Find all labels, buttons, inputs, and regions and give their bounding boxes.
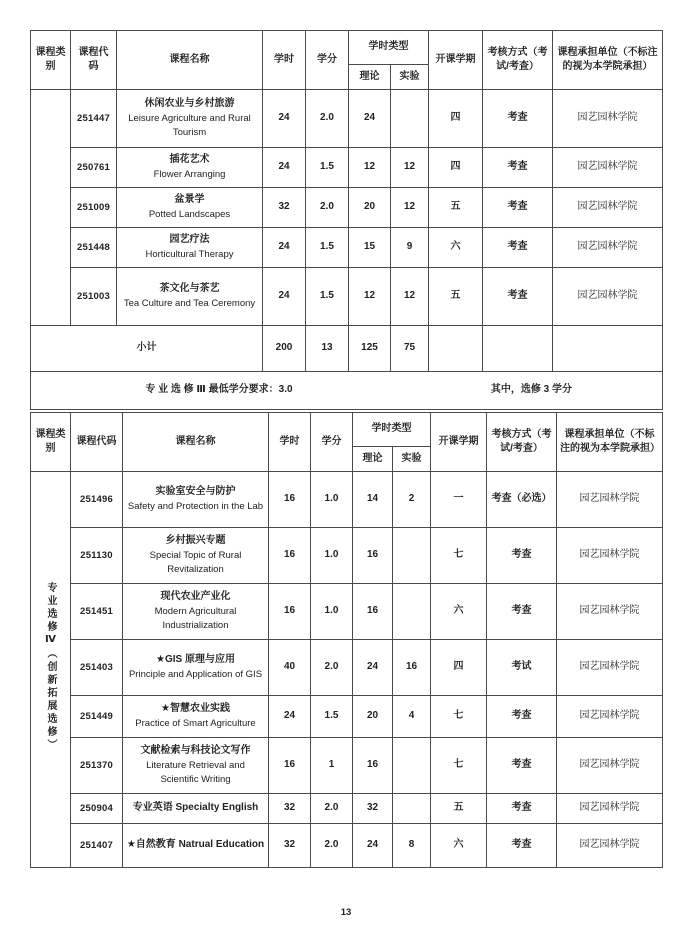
cell-experiment-hours [393,794,431,824]
cell-subtotal-label: 小计 [31,326,263,372]
cell-code: 251448 [71,228,117,268]
cell-semester: 六 [431,584,487,640]
cell-experiment-hours [393,584,431,640]
cell-experiment-hours [391,90,429,148]
cell-credits: 2.0 [311,824,353,868]
course-name-zh: 乡村振兴专题 [165,535,226,547]
cell-course-name [123,794,269,824]
course-name-zh: ★GIS 原理与应用 [156,654,235,666]
course-name-en: Leisure Agriculture and Rural Tourism [128,112,251,138]
cell-unit: 园艺园林学院 [557,794,663,824]
page-number: 13 [340,907,352,918]
course-name-zh: 文献检索与科技论文写作 [140,745,251,757]
curriculum-document [30,30,662,868]
course-name-en: Potted Landscapes [148,208,231,220]
cell-assessment: 考查 [487,794,557,824]
cell-code: 251009 [71,188,117,228]
cell-theory-hours: 24 [349,90,391,148]
table-header-row [31,31,663,65]
cell-hours: 24 [263,90,306,148]
cell-credit-requirement [31,372,663,410]
cell-course-name [123,696,269,738]
cell-code: 250904 [71,794,123,824]
course-name-zh: 现代农业产业化 [160,591,231,603]
cell-credits: 2.0 [311,640,353,696]
course-name-en: Flower Arranging [153,168,226,180]
cell-credits: 2.0 [306,90,349,148]
cell-course-name [117,90,263,148]
cell-course-name [123,584,269,640]
cell-course-name [123,824,269,868]
cell-theory-hours: 24 [353,640,393,696]
cell-theory-hours: 24 [353,824,393,868]
cell-course-name [123,738,269,794]
cell-credits: 1.0 [311,472,353,528]
cell-code: 251447 [71,90,117,148]
cell-theory-hours: 15 [349,228,391,268]
cell-theory-hours: 16 [353,584,393,640]
cell-experiment-hours: 12 [391,148,429,188]
cell-unit: 园艺园林学院 [553,228,663,268]
table-row [31,738,663,794]
table-row [31,584,663,640]
elective-credit-note-text: 其中，选修 3 学分 [490,384,572,396]
header-credits: 学分 [306,31,349,90]
header-semester: 开课学期 [431,413,487,472]
cell-experiment-hours: 4 [393,696,431,738]
cell-code: 251449 [71,696,123,738]
cell-subtotal-hours: 200 [263,326,306,372]
course-name-zh: 盆景学 [174,194,205,206]
cell-hours: 16 [269,528,311,584]
cell-unit: 园艺园林学院 [557,584,663,640]
cell-unit: 园艺园林学院 [553,268,663,326]
cell-hours: 16 [269,472,311,528]
min-credit-requirement-text: 专 业 选 修 Ⅲ 最低学分要求：3.0 [145,384,293,396]
cell-subtotal-assessment-empty [483,326,553,372]
header-course-name: 课程名称 [117,31,263,90]
cell-credits: 1.0 [311,584,353,640]
cell-credits: 1.5 [306,148,349,188]
cell-assessment: 考查 [483,268,553,326]
course-name-zh: 实验室安全与防护 [155,486,236,498]
cell-course-name [123,640,269,696]
header-hours: 学时 [263,31,306,90]
header-unit: 课程承担单位（不标注的视为本学院承担） [553,31,663,90]
cell-subtotal-experiment: 75 [391,326,429,372]
cell-semester: 七 [431,528,487,584]
cell-semester: 七 [431,738,487,794]
header-theory: 理论 [353,447,393,472]
cell-hours: 24 [263,268,306,326]
cell-semester: 五 [431,794,487,824]
cell-assessment: 考查 [487,738,557,794]
header-hours: 学时 [269,413,311,472]
cell-assessment: 考查 [487,824,557,868]
cell-code: 251451 [71,584,123,640]
cell-course-name [117,148,263,188]
course-name-en: Practice of Smart Agriculture [135,717,256,729]
cell-theory-hours: 12 [349,148,391,188]
subtotal-row [31,326,663,372]
cell-unit: 园艺园林学院 [557,738,663,794]
table-row [31,90,663,148]
category-vertical-label: 专业选修Ⅳ（创新拓展选修） [45,581,56,752]
cell-unit: 园艺园林学院 [553,188,663,228]
table-row [31,640,663,696]
cell-course-name [117,188,263,228]
cell-semester: 六 [431,824,487,868]
table-row [31,528,663,584]
cell-assessment: 考查 [483,90,553,148]
table-row [31,794,663,824]
cell-code: 251130 [71,528,123,584]
header-assessment: 考核方式（考试/考查） [483,31,553,90]
cell-credits: 2.0 [306,188,349,228]
cell-course-name [117,268,263,326]
course-name-en: Safety and Protection in the Lab [127,500,264,512]
header-category: 课程类别 [31,413,71,472]
course-name-en: Special Topic of Rural Revitalization [149,549,242,575]
header-theory: 理论 [349,65,391,90]
credit-requirement-band [34,383,659,398]
course-table-elective-3 [30,30,663,410]
cell-assessment: 考查 [483,148,553,188]
cell-course-name [117,228,263,268]
course-name-zh: 园艺疗法 [169,234,210,246]
cell-assessment: 考查 [483,188,553,228]
cell-experiment-hours: 8 [393,824,431,868]
header-assessment: 考核方式（考试/考查） [487,413,557,472]
cell-theory-hours: 20 [353,696,393,738]
table-row [31,824,663,868]
course-name-zh: ★智慧农业实践 [161,703,230,715]
cell-hours: 32 [263,188,306,228]
cell-experiment-hours: 12 [391,268,429,326]
cell-unit: 园艺园林学院 [557,528,663,584]
cell-semester: 四 [431,640,487,696]
table-row [31,696,663,738]
header-hour-type: 学时类型 [349,31,429,65]
cell-semester: 七 [431,696,487,738]
cell-theory-hours: 20 [349,188,391,228]
cell-credits: 1.5 [306,228,349,268]
table-header-row [31,413,663,447]
cell-theory-hours: 16 [353,528,393,584]
header-hour-type: 学时类型 [353,413,431,447]
header-code: 课程代码 [71,413,123,472]
cell-theory-hours: 14 [353,472,393,528]
cell-code: 251496 [71,472,123,528]
course-name-en: Tea Culture and Tea Ceremony [123,297,256,309]
cell-unit: 园艺园林学院 [557,472,663,528]
cell-experiment-hours: 2 [393,472,431,528]
cell-hours: 24 [263,148,306,188]
cell-theory-hours: 12 [349,268,391,326]
cell-theory-hours: 32 [353,794,393,824]
cell-hours: 16 [269,584,311,640]
cell-hours: 16 [269,738,311,794]
cell-credits: 2.0 [311,794,353,824]
header-category: 课程类别 [31,31,71,90]
cell-hours: 40 [269,640,311,696]
cell-code: 250761 [71,148,117,188]
cell-experiment-hours: 12 [391,188,429,228]
course-name-zh: 插花艺术 [169,154,210,166]
cell-experiment-hours [393,528,431,584]
cell-code: 251407 [71,824,123,868]
cell-subtotal-unit-empty [553,326,663,372]
cell-semester: 四 [429,90,483,148]
cell-experiment-hours: 16 [393,640,431,696]
cell-unit: 园艺园林学院 [553,148,663,188]
cell-subtotal-semester-empty [429,326,483,372]
cell-semester: 四 [429,148,483,188]
course-table-elective-4 [30,412,663,868]
course-name-zh: 专业英语 Specialty English [132,802,259,814]
header-credits: 学分 [311,413,353,472]
cell-unit: 园艺园林学院 [557,640,663,696]
table-row [31,188,663,228]
course-name-en: Horticultural Therapy [145,248,234,260]
cell-assessment: 考试 [487,640,557,696]
cell-credits: 1.0 [311,528,353,584]
cell-credits: 1.5 [311,696,353,738]
cell-semester: 六 [429,228,483,268]
credit-requirement-row [31,372,663,410]
cell-hours: 32 [269,794,311,824]
course-name-en: Modern Agricultural Industrialization [154,605,237,631]
cell-credits: 1.5 [306,268,349,326]
cell-hours: 32 [269,824,311,868]
cell-experiment-hours: 9 [391,228,429,268]
header-experiment: 实验 [393,447,431,472]
header-course-name: 课程名称 [123,413,269,472]
cell-subtotal-credits: 13 [306,326,349,372]
header-code: 课程代码 [71,31,117,90]
table-row [31,148,663,188]
cell-semester: 五 [429,268,483,326]
cell-unit: 园艺园林学院 [557,824,663,868]
cell-code: 251003 [71,268,117,326]
course-name-en: Literature Retrieval and Scientific Writing [146,759,245,785]
cell-theory-hours: 16 [353,738,393,794]
course-name-zh: ★自然教育 Natrual Education [126,839,265,851]
course-name-zh: 休闲农业与乡村旅游 [144,98,235,110]
cell-hours: 24 [263,228,306,268]
cell-subtotal-theory: 125 [349,326,391,372]
cell-credits: 1 [311,738,353,794]
table-row [31,228,663,268]
cell-unit: 园艺园林学院 [553,90,663,148]
cell-experiment-hours [393,738,431,794]
course-name-en: Principle and Application of GIS [128,668,263,680]
cell-assessment: 考查 [487,584,557,640]
table-row [31,472,663,528]
cell-hours: 24 [269,696,311,738]
header-semester: 开课学期 [429,31,483,90]
cell-unit: 园艺园林学院 [557,696,663,738]
cell-code: 251403 [71,640,123,696]
table-row [31,268,663,326]
cell-assessment: 考查 [483,228,553,268]
header-experiment: 实验 [391,65,429,90]
cell-semester: 一 [431,472,487,528]
header-unit: 课程承担单位（不标注的视为本学院承担） [557,413,663,472]
cell-category-empty [31,90,71,326]
cell-assessment: 考查（必选） [487,472,557,528]
cell-category-vertical [31,472,71,868]
cell-semester: 五 [429,188,483,228]
course-name-zh: 茶文化与茶艺 [159,283,220,295]
cell-assessment: 考查 [487,528,557,584]
cell-assessment: 考查 [487,696,557,738]
cell-code: 251370 [71,738,123,794]
cell-course-name [123,528,269,584]
cell-course-name [123,472,269,528]
